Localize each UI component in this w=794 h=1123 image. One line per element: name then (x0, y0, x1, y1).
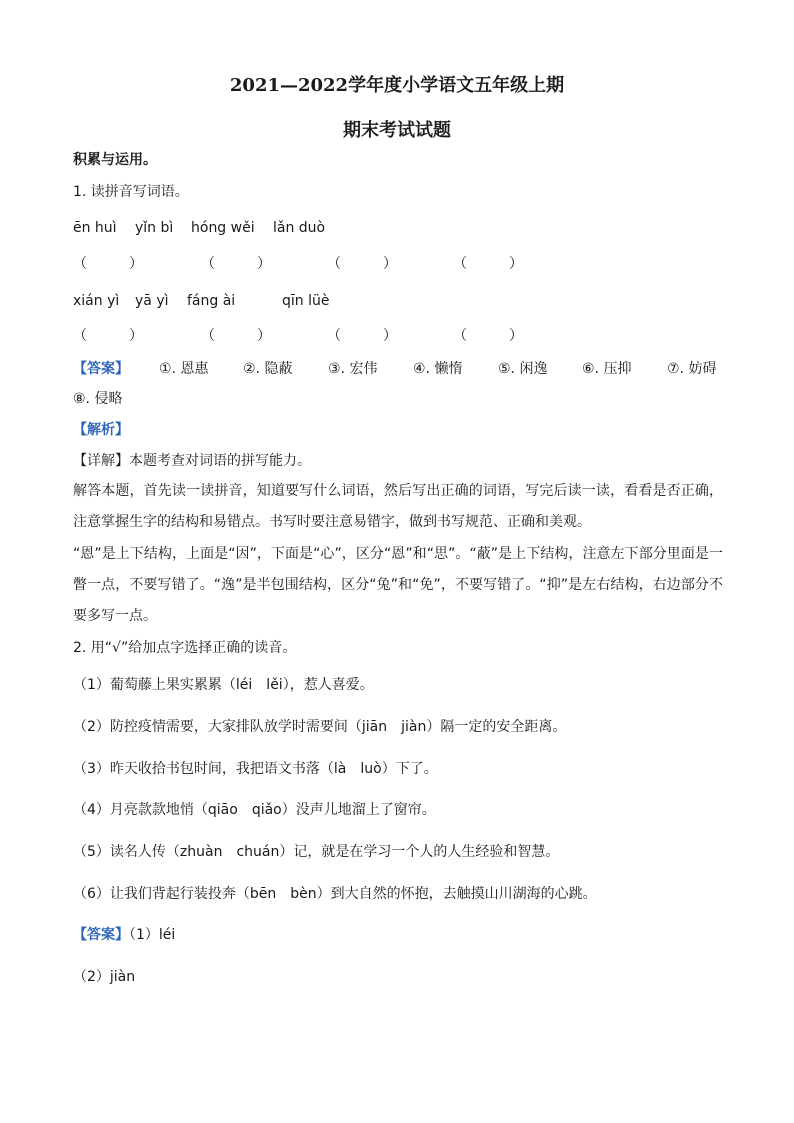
q2-item: （5）读名人传（zhuàn chuán）记，就是在学习一个人的人生经验和智慧。 (73, 844, 560, 860)
title-line-1: 2021—2022学年度小学语文五年级上期 (229, 75, 565, 96)
q2-item: （3）昨天收拾书包时间，我把语文书落（là luò）下了。 (73, 761, 438, 777)
answer-item: ②. 隐蔽 (243, 361, 293, 377)
detail-line (73, 451, 311, 471)
pinyin: lǎn duò (273, 220, 326, 236)
pinyin: hóng wěi (191, 220, 255, 236)
q1-stem: 1. 读拼音写词语。 (73, 184, 189, 200)
detail-tag: 【详解】 (73, 453, 129, 469)
pinyin: fáng ài (187, 293, 236, 309)
answer-item: ⑥. 压抑 (582, 361, 632, 377)
answer-item: ③. 宏伟 (328, 361, 378, 377)
answer-tag: 【答案】 (73, 361, 129, 377)
q2-item: （4）月亮款款地悄（qiāo qiǎo）没声儿地溜上了窗帘。 (73, 802, 436, 818)
answer-blank: （ ） (453, 328, 523, 344)
pinyin: ēn huì (73, 220, 117, 236)
analysis-tag: 【解析】 (73, 422, 129, 438)
answer-blank: （ ） (201, 328, 271, 344)
pinyin: qīn lüè (282, 293, 330, 309)
answer-item: ⑤. 闲逸 (498, 361, 548, 377)
explanation-paragraph-1: 解答本题，首先读一读拼音，知道要写什么词语，然后写出正确的词语，写完后读一读，看看是否正确，注意掌握生字的结构和易错点。书写时要注意易错字，做到书写规范、正确和美观。 (73, 483, 723, 530)
answer-blank: （ ） (201, 256, 271, 272)
answer-item: （1）léi (129, 927, 176, 943)
pinyin: yǐn bì (135, 220, 174, 236)
section-heading: 积累与运用。 (73, 152, 157, 168)
answer-blank: （ ） (73, 256, 143, 272)
explanation-paragraph-2: “恩”是上下结构，上面是“因”，下面是“心”，区分“恩”和“思”。“蔽”是上下结构，注意左下部分里面是一瞥一点，不要写错了。“逸”是半包围结构，区分“兔”和“免”，不要写错了。“抑”是左右结构，右边部分不要多写一点。 (73, 546, 723, 624)
answer-item: ④. 懒惰 (413, 361, 463, 377)
pinyin: yā yì (135, 293, 169, 309)
answer-item: ⑦. 妨碍 (667, 361, 717, 377)
answer-blank: （ ） (453, 256, 523, 272)
q2-item: （2）防控疫情需要，大家排队放学时需要间（jiān jiàn）隔一定的安全距离。 (73, 719, 567, 735)
answer-item: ①. 恩惠 (159, 361, 209, 377)
answer-blank: （ ） (327, 328, 397, 344)
q2-item: （1）葡萄藤上果实累累（léi lěi），惹人喜爱。 (73, 677, 374, 693)
answer-blank: （ ） (73, 328, 143, 344)
answer-blank: （ ） (327, 256, 397, 272)
q2-answer-line (73, 925, 175, 945)
answer-tag: 【答案】 (73, 927, 129, 943)
pinyin: xián yì (73, 293, 120, 309)
q2-item: （6）让我们背起行装投奔（bēn bèn）到大自然的怀抱，去触摸山川湖海的心跳。 (73, 886, 597, 902)
detail-text: 本题考查对词语的拼写能力。 (129, 453, 311, 469)
answer-item: ⑧. 侵略 (73, 391, 123, 407)
q2-stem: 2. 用“√”给加点字选择正确的读音。 (73, 640, 297, 656)
answer-item: （2）jiàn (73, 969, 136, 985)
title-line-2: 期末考试试题 (343, 120, 451, 141)
